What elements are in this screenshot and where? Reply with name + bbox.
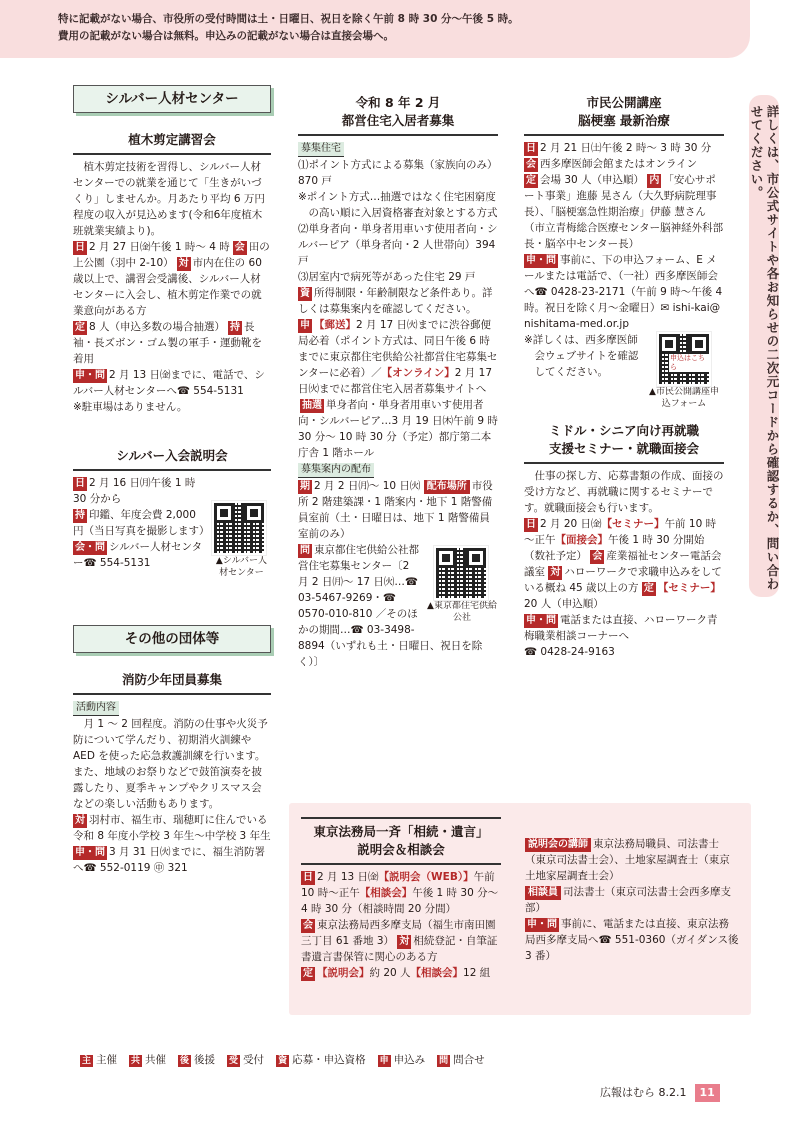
pruning-place-text: 田の上公園（羽中 2-10）	[73, 241, 270, 269]
fire-youth-target-text: 羽村市、福生市、瑞穂町に住んでいる令和 8 年度小学校 3 年生～中学校 3 年生	[73, 814, 271, 842]
pruning-apply	[73, 367, 271, 399]
qr-badge: 申込はこちら	[669, 354, 709, 372]
banner-silver: シルバー人材センター	[73, 85, 271, 113]
pruning-capacity-text: 8 人（申込多数の場合抽選）	[89, 321, 226, 333]
section-title-lecture	[524, 90, 724, 136]
section-title-legal	[301, 817, 501, 865]
tag-target: 対	[550, 567, 561, 578]
section-title-pruning: 植木剪定講習会	[73, 127, 271, 155]
legal-box	[289, 803, 751, 1015]
tag-qualification: 資	[300, 288, 310, 299]
legend-label: 受付	[243, 1054, 265, 1066]
legend-tag: 共	[131, 1056, 141, 1066]
legal-web-time: 午前 10 時～正午	[301, 871, 495, 899]
lecture-title-2: 脳梗塞 最新治療	[578, 113, 670, 128]
housing-apply-mail: 【郵送】	[314, 319, 356, 331]
housing-title-1: 令和 8 年 2 月	[355, 95, 441, 110]
sub-activity: 活動内容	[73, 701, 119, 716]
legal-date: 2 月 13 日㈮	[317, 871, 379, 883]
tag-apply: 申・問	[75, 370, 105, 381]
reemploy-title-2: 支援セミナー・就職面接会	[548, 441, 699, 456]
legend-item	[276, 1052, 366, 1068]
legal-web-label: 【説明会（WEB）】	[378, 871, 474, 883]
reemploy-title-1: ミドル・シニア向け再就職	[548, 423, 699, 438]
legend-label: 応募・申込資格	[292, 1054, 366, 1066]
tag-lottery: 抽選	[302, 400, 322, 411]
legal-apply: 事前に、電話または直接、東京法務局西多摩支局へ☎ 551-0360（ガイダンス後 3 番）	[525, 918, 739, 962]
fire-youth-target	[73, 812, 271, 844]
tag-capacity: 定	[526, 175, 536, 186]
lecture-note: ※詳しくは、西多摩医師会ウェブサイトを確認してください。	[524, 334, 639, 378]
reemploy-cap: 20 人（申込順）	[524, 598, 604, 610]
legal-place: 東京法務局西多摩支局（福生市南田園三丁目 61 番地 3）	[301, 919, 496, 947]
pruning-date	[73, 239, 271, 319]
legend-tag: 後	[180, 1056, 190, 1066]
housing-qr-block	[426, 546, 498, 624]
legal-right	[525, 836, 739, 964]
sub-distribution: 募集案内の配布	[298, 463, 374, 478]
qr-code-icon[interactable]	[212, 501, 266, 555]
pruning-note: ※駐車場はありません。	[73, 401, 188, 413]
housing-period	[298, 478, 498, 542]
banner-other-groups: その他の団体等	[73, 625, 271, 653]
legend-item	[178, 1052, 215, 1068]
legal-consult-time: 午後 1 時 30 分～ 4 時 30 分（相談時間 20 分間）	[301, 887, 499, 915]
housing-dist-text: 市役所 2 階建築課・1 階案内・地下 1 階警備員室前（土・日曜日は、地下 1 階警備員室前のみ）	[298, 480, 493, 540]
lecture-capacity: 会場 30 人（申込順）	[540, 174, 645, 186]
notice-line-1: 特に記載がない場合、市役所の受付時間は土・日曜日、祝日を除く午前 8 時 30 分～午後 5 時。	[58, 13, 519, 25]
reemploy-place: 産業福祉センター電話会議室	[524, 550, 722, 578]
pruning-bring-text: 長袖・長ズボン・ゴム製の軍手・運動靴を着用	[73, 321, 262, 365]
legend-item	[227, 1052, 264, 1068]
qr-code-icon[interactable]	[434, 546, 488, 600]
notice-line-2: 費用の記載がない場合は無料。申込みの記載がない場合は直接会場へ。	[58, 30, 394, 42]
tag-apply: 申・問	[527, 919, 557, 930]
lecture-place: 西多摩医師会館またはオンライン	[540, 158, 698, 170]
silver-info-apply: シルバー人材センター☎ 554-5131	[73, 541, 203, 569]
legend-item	[378, 1052, 426, 1068]
tag-capacity: 定	[643, 583, 654, 594]
legal-cap-label-1: 【説明会】	[317, 967, 370, 979]
legal-target: 相続登記・自筆証書遺言書保管に関心のある方	[301, 935, 498, 963]
legal-cap-1: 約 20 人	[369, 967, 411, 979]
pruning-target-text: 市内在住の 60 歳以上で、講習会受講後、シルバー人材センターに入会し、植木剪定作業での就業意向がある方	[73, 257, 262, 317]
legal-cap-label-2: 【相談会】	[410, 967, 464, 979]
sidebar-note: 詳しくは、市公式サイトや各お知らせの二次元コードから確認するか、問い合わせてください。	[749, 95, 779, 597]
silver-info-text	[73, 475, 210, 579]
reemploy-body: 仕事の探し方、応募書類の作成、面接の受け方など、再就職に関するセミナーです。就職面接会も行います。	[524, 470, 724, 514]
tag-date: 日	[526, 519, 536, 530]
tag-place: 会	[303, 920, 313, 931]
lecture-qr-block	[646, 332, 722, 410]
legal-consultant: 司法書士（東京司法書士会西多摩支部）	[525, 886, 731, 914]
housing-ask-text: 東京都住宅供給公社都営住宅募集センター〔2 月 2 日㈪～ 17 日㈫…☎ 03-5467-9269・☎ 0570-010-810 ／そのほかの期間…☎ 03-3498-8894（いずれも土・日曜日、祝日を除く）〕	[298, 544, 483, 668]
reemploy-interview-time: 午後 1 時 30 分開始（数社予定）	[524, 534, 705, 562]
tag-place-ask: 会・問	[75, 542, 105, 553]
legend-label: 共催	[145, 1054, 167, 1066]
legal-consult-label: 【相談会】	[359, 887, 413, 899]
legal-title-1: 東京法務局一斉「相続・遺言」	[313, 824, 489, 839]
fire-youth-apply	[73, 844, 271, 876]
column-1	[73, 85, 271, 876]
reemploy-apply: 電話または直接、ハローワーク青梅職業相談コーナーへ	[524, 614, 718, 642]
housing-apply-mail-text: 2 月 17 日㈫までに渋谷郵便局必着（ポイント方式は、同日午後 6 時までに東京都住宅供給公社都営住宅募集センターに必着）／	[298, 319, 498, 379]
housing-qr-caption: ▲東京都住宅供給公社	[427, 601, 497, 623]
legend-tag: 受	[229, 1056, 239, 1066]
housing-apply	[298, 317, 498, 461]
legal-title-2: 説明会＆相談会	[357, 842, 445, 857]
publication-name: 広報はむら 8.2.1	[600, 1086, 687, 1099]
silver-info-bring: 印鑑、年度会費 2,000 円（当日写真を撮影します）	[73, 509, 210, 537]
lecture-date: 2 月 21 日㈯午後 2 時～ 3 時 30 分	[540, 142, 712, 154]
lecture-note-block	[524, 332, 724, 410]
section-title-fire-youth: 消防少年団員募集	[73, 667, 271, 695]
housing-item-4: ⑶居室内で病死等があった住宅 29 戸	[298, 271, 476, 283]
tag-apply: 申・問	[526, 615, 556, 626]
legal-cap-2: 12 組	[463, 967, 491, 979]
section-title-silver-info: シルバー入会説明会	[73, 443, 271, 471]
housing-qual	[298, 285, 498, 317]
lecture-content: 「安心サポート事業」進藤 晃さん（大久野病院理事長）、「脳梗塞急性期治療」伊藤 慧さん（市立青梅総合医療センター脳神経外科部長・脳卒中センター長）	[524, 174, 724, 250]
tag-target: 対	[178, 258, 189, 269]
legal-lecturer: 東京法務局職員、司法書士（東京司法書士会）、土地家屋調査士（東京土地家屋調査士会）	[525, 838, 730, 882]
silver-info-date: 2 月 16 日㈪午後 1 時 30 分から	[73, 477, 196, 505]
tag-place: 会	[234, 242, 245, 253]
tag-target: 対	[75, 815, 85, 826]
housing-apply-online-text: 2 月 17 日㈫までに都営住宅入居者募集サイトへ	[298, 367, 492, 395]
column-2	[298, 90, 498, 670]
tag-lecturer: 説明会の講師	[525, 838, 591, 852]
housing-item-1: ⑴ポイント方式による募集（家族向のみ）870 戸	[298, 159, 498, 187]
legend-tag: 主	[82, 1056, 92, 1066]
reemploy-target: ハローワークで求職申込みをしている概ね 45 歳以上の方	[524, 566, 722, 594]
lecture-title-1: 市民公開講座	[586, 95, 662, 110]
reemploy-cap-label: 【セミナー】	[657, 582, 721, 594]
tag-distribution: 配布場所	[424, 480, 470, 494]
tag-date: 日	[75, 242, 85, 253]
reemploy-interview-label: 【面接会】	[555, 534, 608, 546]
tag-bring: 持	[230, 322, 241, 333]
tag-ask: 問	[300, 545, 310, 556]
legend-tag: 申	[379, 1056, 389, 1066]
fire-youth-apply-text: 3 月 31 日㈫までに、福生消防署へ☎ 552-0119 ㊥ 321	[73, 846, 266, 874]
silver-qr-block	[212, 475, 271, 579]
section-title-housing	[298, 90, 498, 136]
housing-lottery-text: 単身者向・単身者用車いす使用者向・シルバーピア…3 月 19 日㈭午前 9 時 30 分～ 10 時 30 分（予定）都庁第二本庁舎 1 階ホール	[298, 399, 498, 459]
housing-ask-block	[298, 542, 498, 670]
legend-label: 主催	[96, 1054, 118, 1066]
tag-capacity: 定	[75, 322, 85, 333]
housing-item-2: ※ポイント方式…抽選ではなく住宅困窮度の高い順に入居資格審査対象とする方式	[298, 191, 498, 219]
legend	[80, 1052, 485, 1068]
tag-place: 会	[526, 159, 536, 170]
reemploy-tel: ☎ 0428-24-9163	[524, 646, 615, 658]
lecture-apply: 事前に、下の申込フォーム、E メールまたは電話で、（一社）西多摩医師会へ☎ 0428-23-2171（午前 9 時～午後 4 時。祝日を除く月～金曜日）✉ ishi-kai@nishitama-med.or.jp	[524, 254, 723, 330]
fire-youth-body: 月 1 ～ 2 回程度。消防の仕事や火災予防について学んだり、初期消火訓練や AED を使った応急救護訓練を行います。また、地域のお祭りなどで鼓笛演奏を披露したり、夏季キャンプやクリスマス会などの楽しい活動もあります。	[73, 718, 268, 810]
tag-date: 日	[75, 478, 85, 489]
housing-qual-text: 所得制限・年齢制限など条件あり。詳しくは募集案内を確認してください。	[298, 287, 493, 315]
lecture-qr-caption: ▲市民公開講座申込フォーム	[649, 387, 719, 409]
tag-apply: 申	[300, 320, 310, 331]
tag-bring: 持	[75, 510, 85, 521]
tag-apply: 申・問	[75, 847, 105, 858]
housing-apply-online: 【オンライン】	[381, 367, 455, 379]
notice-box	[0, 0, 750, 58]
legend-label: 申込み	[393, 1054, 426, 1066]
pruning-body: 植木剪定技術を習得し、シルバー人材センターでの就業を通じて「生きがいづくり」しませんか。月あたり平均 6 万円程度の収入が見込めます(令和6年度植木班就業実績より)。	[73, 161, 265, 237]
legend-tag: 資	[278, 1056, 288, 1066]
tag-consultant: 相談員	[525, 886, 561, 900]
reemploy-seminar-time: 午前 10 時～正午	[524, 518, 717, 546]
housing-title-2: 都営住宅入居者募集	[341, 113, 455, 128]
sub-housing: 募集住宅	[298, 142, 344, 157]
legend-item	[129, 1052, 166, 1068]
reemploy-date: 2 月 20 日㈮	[540, 518, 602, 530]
pruning-capacity	[73, 319, 271, 367]
housing-item-3: ⑵単身者向・単身者用車いす使用者向・シルバーピア（単身者向・2 人世帯向）394 戸	[298, 223, 498, 267]
legal-left	[301, 817, 501, 981]
legend-label: 問合せ	[453, 1054, 485, 1066]
footer	[600, 1084, 720, 1102]
tag-capacity: 定	[303, 968, 313, 979]
reemploy-seminar-label: 【セミナー】	[601, 518, 665, 530]
page-number: 11	[695, 1084, 720, 1102]
qr-code-icon[interactable]	[657, 332, 711, 386]
pruning-apply-text: 2 月 13 日㈮までに、電話で、シルバー人材センターへ☎ 554-5131	[73, 369, 265, 397]
legend-tag: 問	[439, 1056, 449, 1066]
tag-period: 期	[300, 481, 310, 492]
section-title-reemployment	[524, 418, 724, 464]
column-3	[524, 90, 724, 660]
tag-date: 日	[526, 143, 536, 154]
tag-apply: 申・問	[526, 255, 556, 266]
housing-period-text: 2 月 2 日㈪～ 10 日㈫	[314, 480, 421, 492]
tag-date: 日	[303, 872, 313, 883]
legend-item	[80, 1052, 117, 1068]
silver-qr-caption: ▲シルバー人材センター	[215, 556, 267, 578]
silver-info-block	[73, 475, 271, 579]
tag-place: 会	[592, 551, 603, 562]
pruning-date-text: 2 月 27 日㈮午後 1 時～ 4 時	[89, 241, 230, 253]
tag-content: 内	[649, 175, 660, 186]
legend-label: 後援	[194, 1054, 216, 1066]
legend-item	[437, 1052, 485, 1068]
tag-target: 対	[399, 936, 410, 947]
